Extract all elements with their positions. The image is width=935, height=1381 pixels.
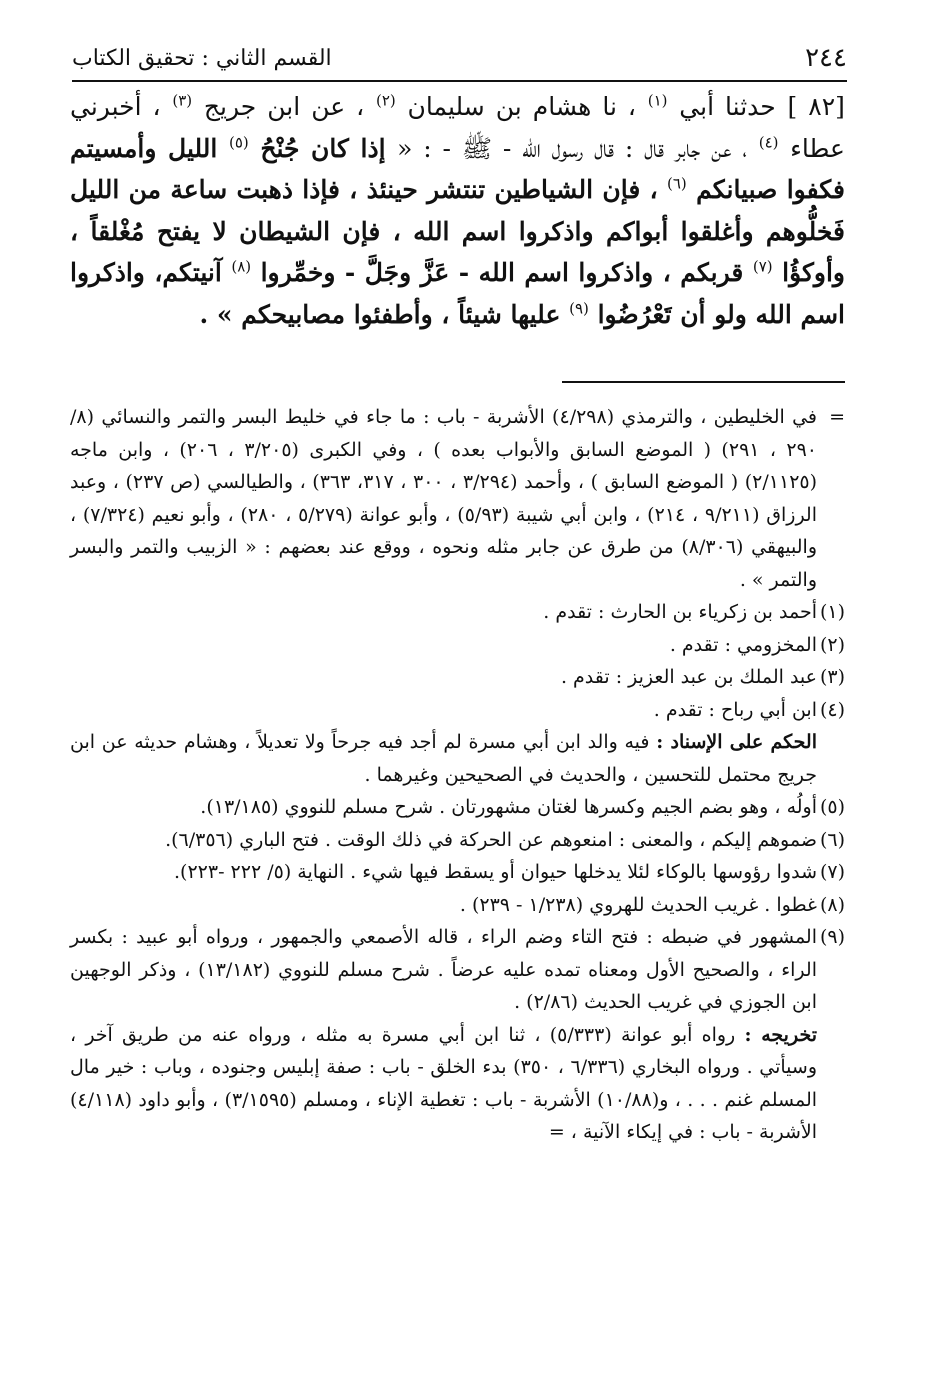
footnote-8 bbox=[70, 889, 845, 922]
footnote-number: (٥) bbox=[819, 796, 845, 818]
matn-segment: آنيتكم، واذكروا اسم الله ولو أن تَعْرُضُوا bbox=[70, 258, 845, 329]
continuation-mark: = bbox=[829, 406, 845, 428]
isnad-ruling bbox=[70, 726, 845, 791]
footnote-7 bbox=[70, 856, 845, 889]
footnote-text: المخزومي : تقدم . bbox=[669, 633, 817, 656]
footnote-text: ابن أبي رباح : تقدم . bbox=[653, 698, 817, 721]
footnote-9 bbox=[70, 921, 845, 1019]
footnote-text: ضموهم إليكم ، والمعنى : امنعوهم عن الحركة في ذلك الوقت . فتح الباري (٦/٣٥٦). bbox=[165, 828, 817, 851]
footnote-ref: (٢) bbox=[376, 91, 396, 110]
footnote-ref: (٦) bbox=[666, 174, 687, 193]
footnote-text: شدوا رؤوسها بالوكاء لئلا يدخلها حيوان أو يسقط فيها شيء . النهاية (٥/ ٢٢٢ -٢٢٣). bbox=[173, 861, 817, 883]
matn-segment: قربكم ، واذكروا اسم الله - عَزَّ وجَلَّ - وخمِّروا bbox=[260, 258, 744, 287]
footnote-number: (٦) bbox=[819, 828, 845, 851]
footnote-ref: (٣) bbox=[172, 91, 193, 110]
isnad-segment: ، عن جابر قال : قال رسول الله - ﷺ - : « bbox=[397, 133, 748, 163]
header-rule bbox=[72, 80, 847, 82]
takhrij-text: رواه أبو عوانة (٥/٣٣٣) ، ثنا ابن أبي مسرة به مثله ، ورواه عنه من طريق آخر ، وسيأتي . ورواه البخاري (٦/٣٣٦ ، ٣٥٠) بدء الخلق - باب : صفة إبليس وجنوده ، وباب : خير مال المسلم غنم . . . ، و(١٠/٨٨) الأشربة - باب : تغطية الإناء ، ومسلم (٣/١٥٩٥) ، وأبو داود (٤/١١٨) الأشربة - باب : في إيكاء الآنية ، = bbox=[70, 1023, 818, 1143]
footnote-text: عبد الملك بن عبد العزيز : تقدم . bbox=[560, 666, 817, 688]
running-title: القسم الثاني : تحقيق الكتاب bbox=[72, 45, 332, 71]
footnote-2 bbox=[70, 629, 845, 662]
footnote-3 bbox=[70, 661, 845, 694]
footnote-number: (٢) bbox=[819, 633, 845, 656]
footnote-text: في الخليطين ، والترمذي (٤/٢٩٨) الأشربة - باب : ما جاء في خليط البسر والتمر والنسائي (٨/ ٢٩٠ ، ٢٩١) ( الموضع السابق والأبواب بعده ) ، وفي الكبرى (٣/٢٠٥ ، ٢٠٦) ، وابن ماجه (٢/١١٢٥) ( الموضع السابق ) ، وأحمد (٣/٢٩٤ ، ٣٠٠ ، ٣١٧، ٣٦٣) ، والطيالسي (ص ٢٣٧) ، وعبد الرزاق (٩/٢١١ ، ٢١٤) ، وابن أبي شيبة (٥/٩٣) ، وأبو عوانة (٥/٢٧٩ ، ٢٨٠) ، وأبو نعيم (٧/٣٢٤) ، والبيهقي (٨/٣٠٦) من طرق عن جابر مثله ونحوه ، ووقع عند بعضهم : « الزبيب والتمر والبسر والتمر » . bbox=[70, 406, 818, 591]
footnote-ref: (٤) bbox=[758, 133, 779, 152]
footnote-text: أحمد بن زكرياء بن الحارث : تقدم . bbox=[543, 601, 817, 623]
footnote-ref: (٩) bbox=[569, 299, 589, 318]
footnotes bbox=[70, 401, 845, 1149]
footnote-ref: (٧) bbox=[752, 257, 773, 276]
hadith-text bbox=[70, 86, 845, 335]
ruling-label: الحكم على الإسناد : bbox=[656, 731, 817, 753]
takhrij-label: تخريجه : bbox=[744, 1023, 817, 1046]
footnote-text: غطوا . غريب الحديث للهروي (١/٢٣٨ - ٢٣٩) . bbox=[459, 893, 817, 916]
footnote-ref: (٨) bbox=[231, 257, 252, 276]
footnote-separator bbox=[562, 381, 845, 383]
footnote-text: أولُه ، وهو بضم الجيم وكسرها لغتان مشهورتان . شرح مسلم للنووي (١٣/١٨٥). bbox=[200, 796, 817, 818]
footnote-number: (٧) bbox=[819, 861, 845, 883]
footnote-number: (٤) bbox=[819, 698, 845, 721]
isnad-segment: ، أخبرني عطاء bbox=[70, 92, 845, 163]
ruling-text: فيه والد ابن أبي مسرة لم أجد فيه جرحاً ولا تعديلاً ، وهشام حديثه عن ابن جريج محتمل للتحسين ، والحديث في الصحيحين وغيرهما . bbox=[70, 731, 817, 786]
matn-segment: عليها شيئاً ، وأطفئوا مصابيحكم » . bbox=[199, 299, 561, 329]
page-header bbox=[72, 38, 847, 78]
takhrij bbox=[70, 1019, 845, 1149]
page-number: ٢٤٤ bbox=[805, 43, 847, 73]
footnote-number: (١) bbox=[819, 601, 845, 623]
footnote-1 bbox=[70, 596, 845, 629]
matn-segment: ، فإن الشياطين تنتشر حينئذ ، فإذا ذهبت ساعة من الليل فَخلُّوهم وأغلقوا أبواكم واذكروا اسم الله ، فإن الشيطان لا يفتح مُغْلقاً ، وأوكؤُا bbox=[70, 175, 845, 287]
footnote-5 bbox=[70, 791, 845, 824]
footnote-text: المشهور في ضبطه : فتح التاء وضم الراء ، قاله الأصمعي والجمهور ، ورواه أبو عبيد : بكسر الراء ، والصحيح الأول ومعناه تمده عليه عرضاً . شرح مسلم للنووي (١٣/١٨٢) ، وذكر الوجهين ابن الجوزي في غريب الحديث (٢/٨٦) . bbox=[70, 926, 817, 1013]
footnote-number: (٨) bbox=[819, 893, 845, 916]
footnote-6 bbox=[70, 824, 845, 857]
matn-segment: الليل وأمسيتم فكفوا صبيانكم bbox=[70, 133, 845, 204]
footnote-ref: (٥) bbox=[228, 133, 249, 152]
hadith-number: [٨٢ ] bbox=[787, 92, 845, 121]
footnote-ref: (١) bbox=[647, 91, 668, 110]
footnote-4 bbox=[70, 694, 845, 727]
footnote-number: (٩) bbox=[819, 926, 845, 948]
footnote-continuation bbox=[70, 401, 845, 596]
isnad-segment: ، عن ابن جريج bbox=[203, 92, 365, 121]
isnad-segment: ، نا هشام بن سليمان bbox=[407, 92, 636, 121]
matn-segment: إذا كان جُنْحُ bbox=[260, 133, 386, 163]
isnad-segment: حدثنا أبي bbox=[679, 92, 776, 121]
footnote-number: (٣) bbox=[819, 666, 845, 688]
